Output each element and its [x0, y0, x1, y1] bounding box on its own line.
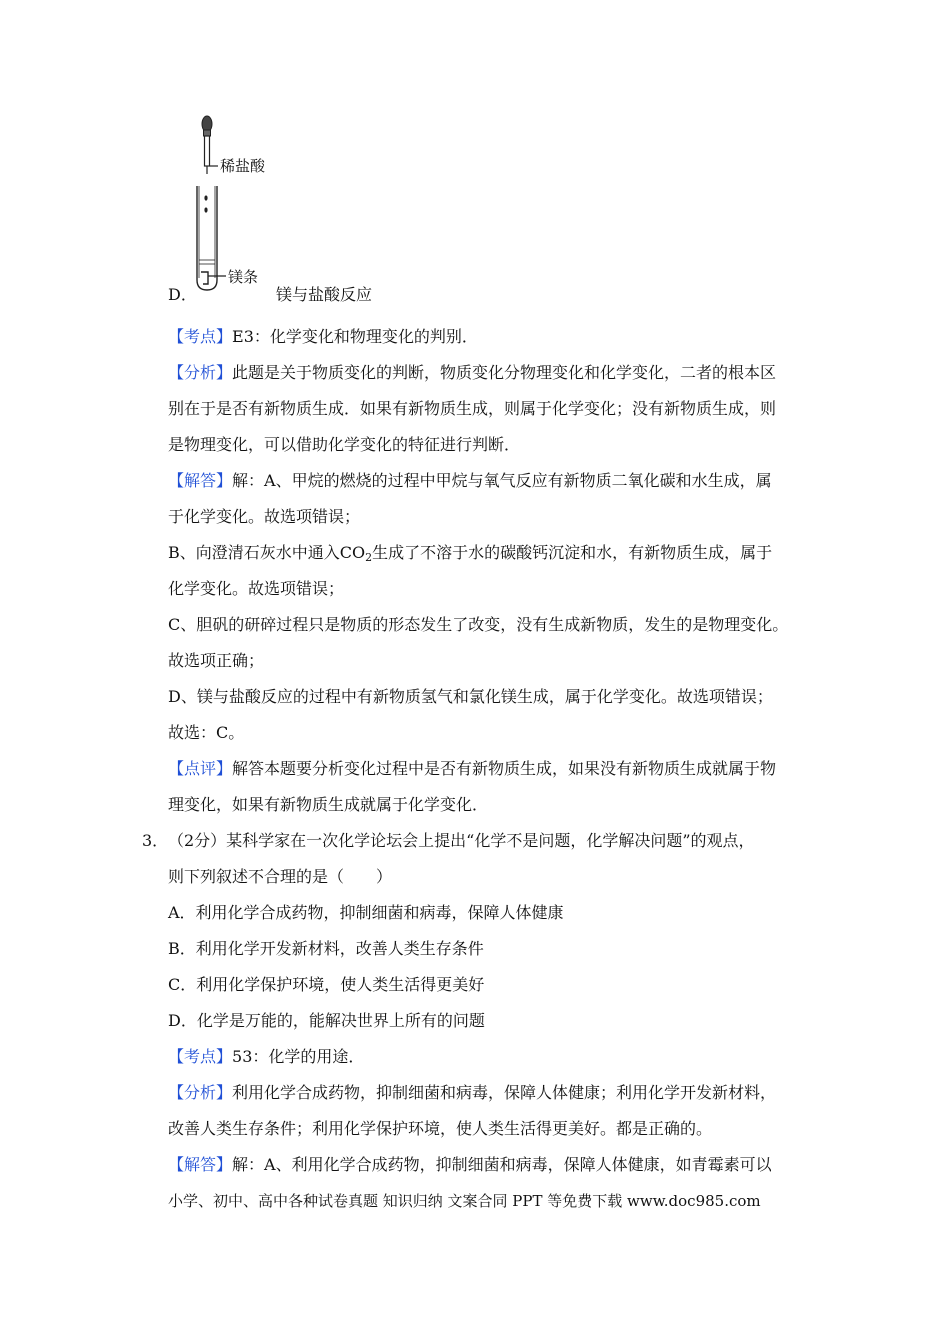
dianping-row	[168, 758, 776, 780]
fenxi-line: 此题是关于物质变化的判断，物质变化分物理变化和化学变化，二者的根本区	[232, 363, 777, 382]
kaodian-tag: 【考点】	[168, 1047, 233, 1066]
fenxi-line: 利用化学合成药物，抑制细菌和病毒，保障人体健康；利用化学开发新材料，	[232, 1083, 777, 1102]
jieda-row	[168, 470, 772, 492]
kaodian-text: E3：化学变化和物理变化的判别．	[232, 327, 478, 346]
dianping-line: 解答本题要分析变化过程中是否有新物质生成，如果没有新物质生成就属于物	[232, 759, 777, 778]
fenxi-line: 改善人类生存条件；利用化学保护环境，使人类生活得更美好。都是正确的。	[168, 1119, 713, 1138]
kaodian-row	[168, 1046, 364, 1068]
option-c: C．利用化学保护环境，使人类生活得更美好	[168, 975, 485, 994]
fenxi-tag: 【分析】	[168, 1083, 233, 1102]
option-b: B．利用化学开发新材料，改善人类生存条件	[168, 939, 484, 958]
fenxi-line: 是物理变化，可以借助化学变化的特征进行判断．	[168, 435, 521, 454]
kaodian-tag: 【考点】	[168, 327, 233, 346]
fenxi-tag: 【分析】	[168, 363, 233, 382]
experiment-figure	[190, 112, 290, 297]
option-a: A．利用化学合成药物，抑制细菌和病毒，保障人体健康	[168, 903, 564, 922]
fenxi-row	[168, 1082, 776, 1104]
jieda-line: 解：A、利用化学合成药物，抑制细菌和病毒，保障人体健康，如青霉素可以	[232, 1155, 772, 1174]
jieda-line: D、镁与盐酸反应的过程中有新物质氢气和氯化镁生成，属于化学变化。故选项错误；	[168, 687, 773, 706]
jieda-tag: 【解答】	[168, 471, 233, 490]
jieda-tag: 【解答】	[168, 1155, 233, 1174]
option-d-letter: D．	[168, 285, 197, 304]
page-footer: 小学、初中、高中各种试卷真题 知识归纳 文案合同 PPT 等免费下载 www.doc985.com	[168, 1192, 761, 1210]
jieda-line: 故选项正确；	[168, 651, 265, 670]
strip-label: 镁条	[228, 268, 259, 286]
kaodian-row	[168, 326, 478, 348]
question-stem: （2分）某科学家在一次化学论坛会上提出“化学不是问题，化学解决问题”的观点，	[168, 831, 755, 850]
kaodian-text: 53：化学的用途．	[232, 1047, 365, 1066]
jieda-line-co2: B、向澄清石灰水中通入$CO_2$生成了不溶于水的碳酸钙沉淀和水，有新物质生成，属于	[168, 543, 773, 564]
fenxi-row	[168, 362, 776, 384]
jieda-line: 故选：C。	[168, 723, 245, 742]
jieda-line: C、胆矾的研碎过程只是物质的形态发生了改变，没有生成新物质，发生的是物理变化。	[168, 615, 789, 634]
jieda-row	[168, 1154, 772, 1176]
dianping-line: 理变化，如果有新物质生成就属于化学变化．	[168, 795, 489, 814]
subscript: 2	[365, 551, 373, 564]
dianping-tag: 【点评】	[168, 759, 233, 778]
option-d-text: 镁与盐酸反应	[276, 285, 373, 304]
question-number: 3．	[142, 831, 169, 850]
dropper-label: 稀盐酸	[220, 157, 266, 175]
jieda-line: 于化学变化。故选项错误；	[168, 507, 361, 526]
jieda-line: 化学变化。故选项错误；	[168, 579, 345, 598]
option-d: D．化学是万能的，能解决世界上所有的问题	[168, 1011, 485, 1030]
fenxi-line: 别在于是否有新物质生成．如果有新物质生成，则属于化学变化；没有新物质生成，则	[168, 399, 777, 418]
jieda-line: 解：A、甲烷的燃烧的过程中甲烷与氧气反应有新物质二氧化碳和水生成，属	[232, 471, 772, 490]
question-stem: 则下列叙述不合理的是（ ）	[168, 867, 393, 886]
